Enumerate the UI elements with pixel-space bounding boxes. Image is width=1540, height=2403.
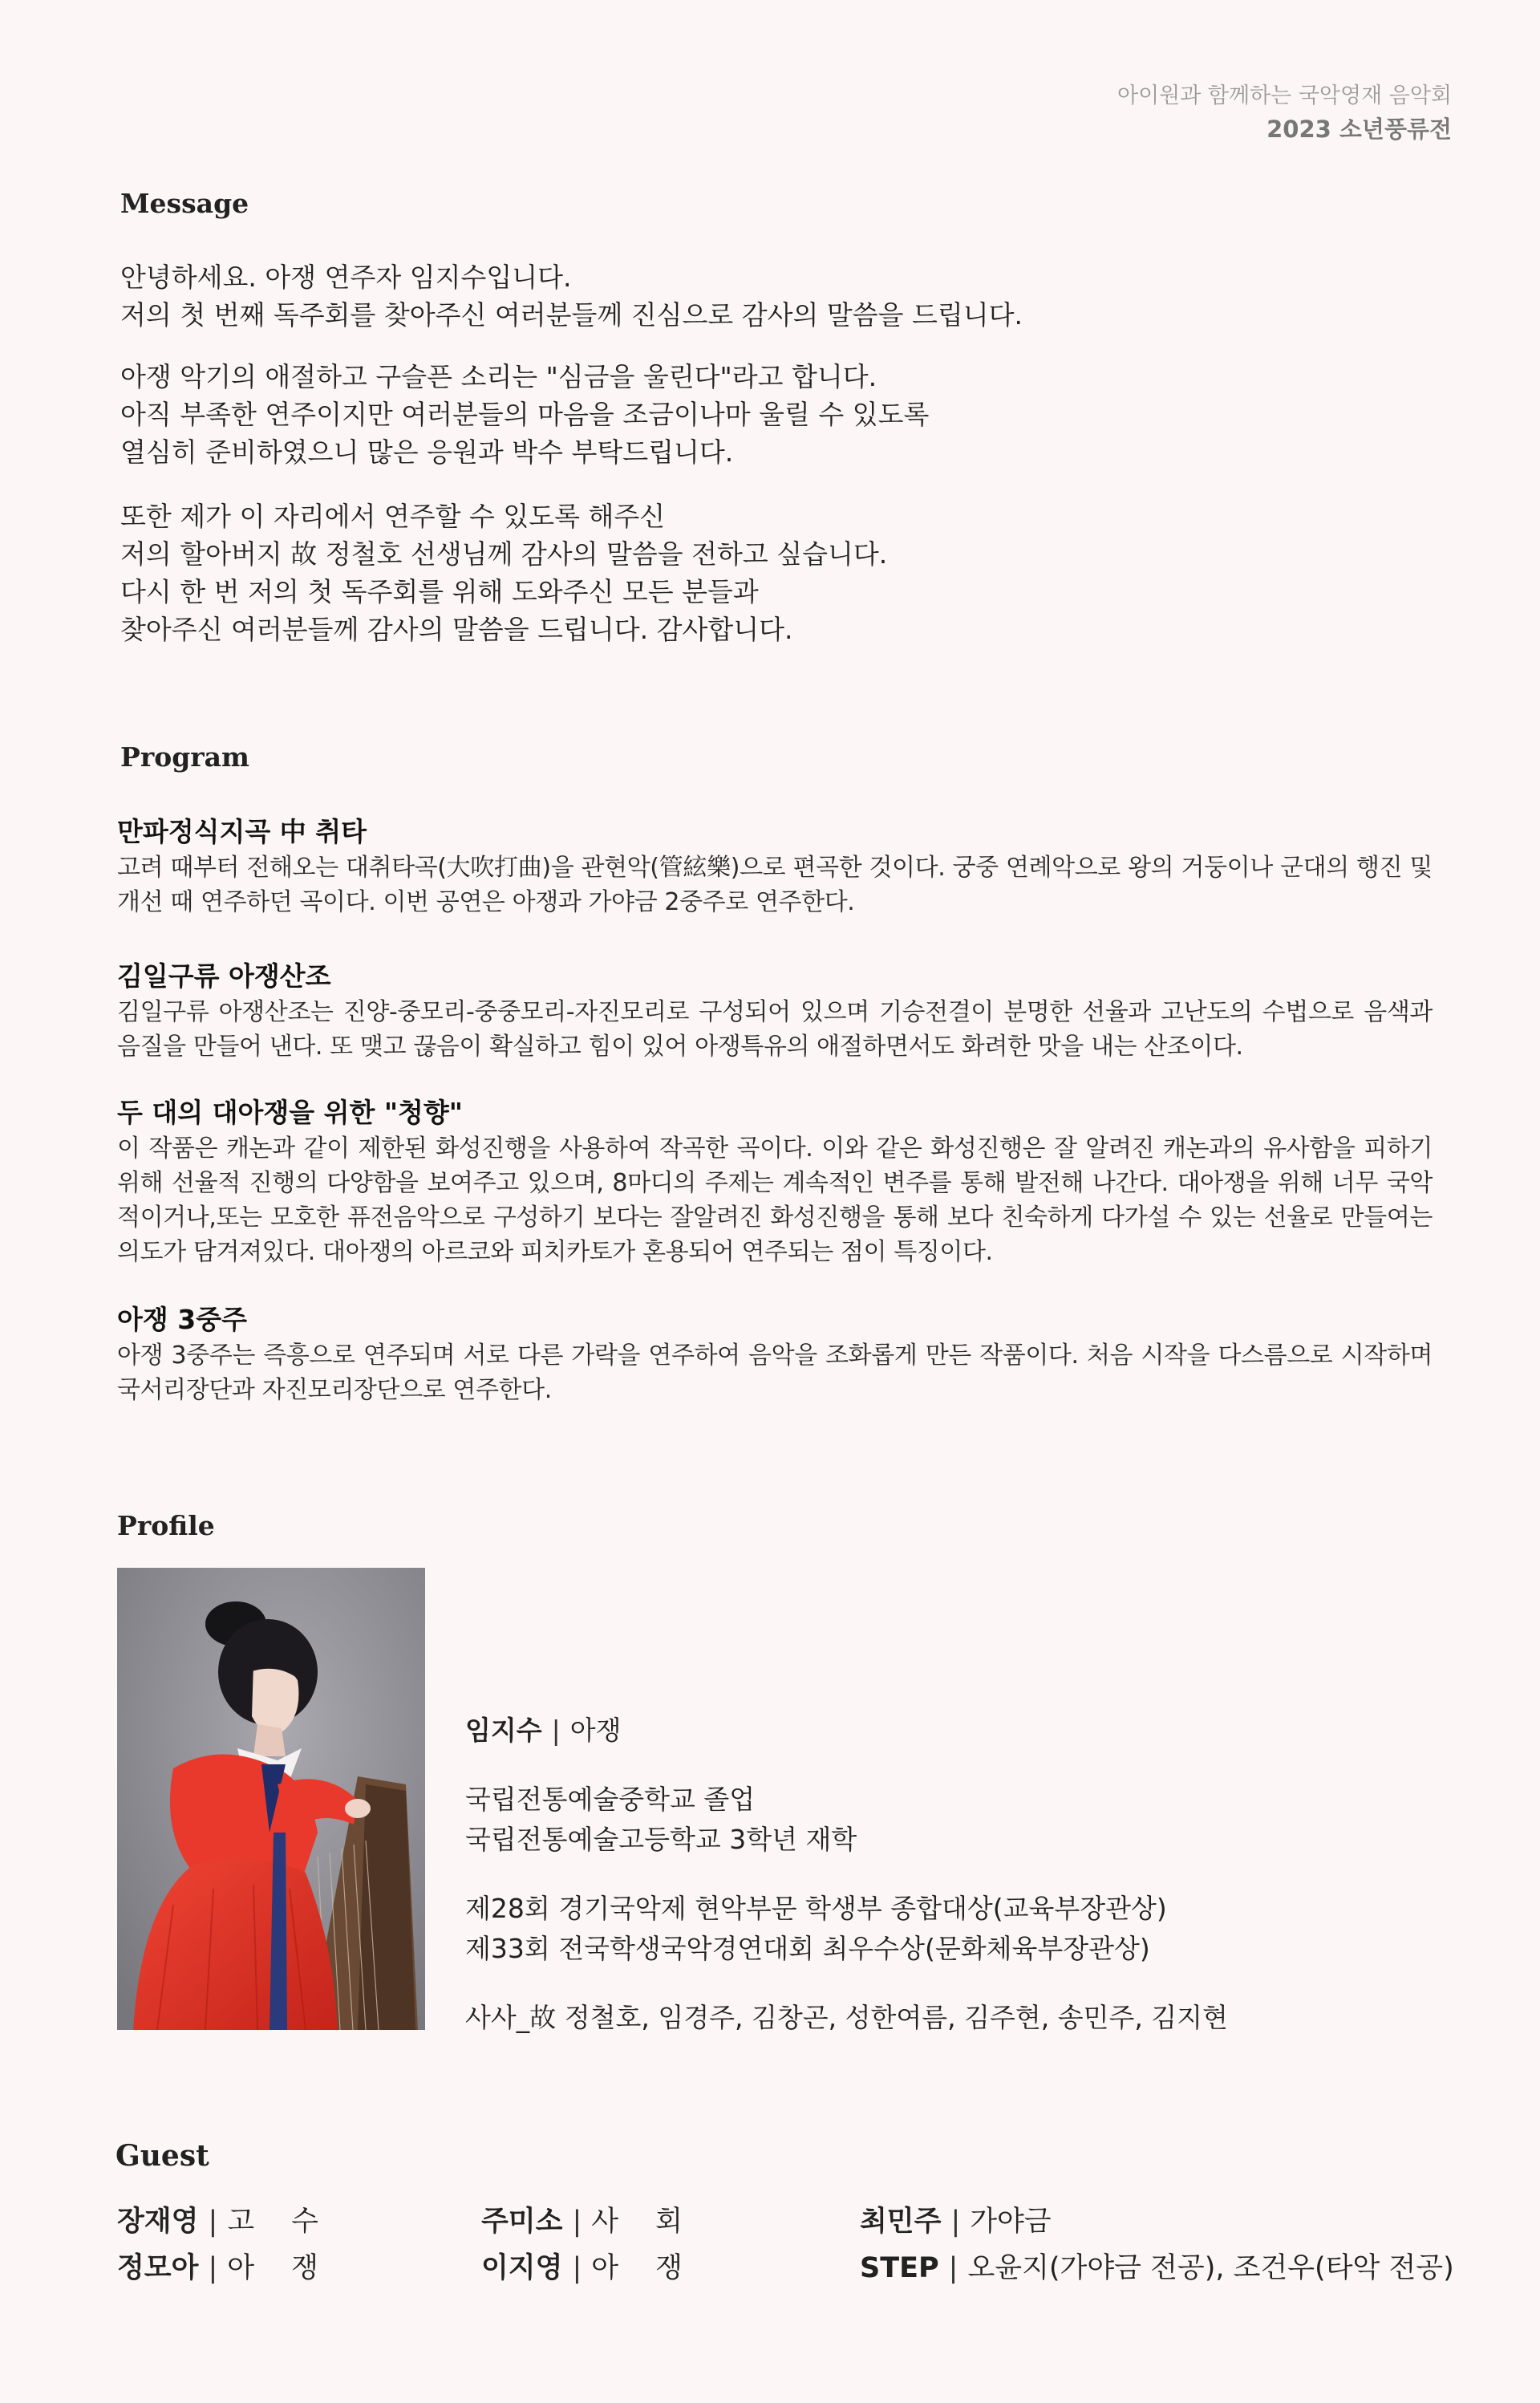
separator: |	[551, 1715, 561, 1746]
guest-name: 주미소	[481, 2206, 563, 2238]
guest-column-3	[860, 2198, 1454, 2291]
program-item-desc: 이 작품은 캐논과 같이 제한된 화성진행을 사용하여 작곡한 곡이다. 이와 같은 화성진행은 잘 알려진 캐논과의 유사함을 피하기 위해 선율적 진행의 다양함을 보여주고 있으며, 8마디의 주제는 계속적인 변주를 통해 발전해 나간다. 대아쟁을 위해 너무 국악적이거나,또는 모호한 퓨전음악으로 구성하기 보다는 잘알려진 화성진행을 통해 보다 친숙하게 다가설 수 있는 선율로 만들여는 의도가 담겨져있다. 대아쟁의 아르코와 피치카토가 혼용되어 연주되는 점이 특징이다.	[117, 1135, 1433, 1266]
guest-role: 아 쟁	[227, 2252, 318, 2284]
program-item-desc: 고려 때부터 전해오는 대취타곡(大吹打曲)을 관현악(管絃樂)으로 편곡한 것이다. 궁중 연례악으로 왕의 거둥이나 군대의 행진 및 개선 때 연주하던 곡이다. 이번 공연은 아쟁과 가야금 2중주로 연주한다.	[117, 854, 1433, 916]
performer-photo	[117, 1568, 425, 2030]
guest-name: 장재영	[117, 2206, 199, 2238]
message-paragraph-1	[120, 258, 1444, 334]
message-paragraph-2	[120, 358, 1444, 471]
guest-name: 이지영	[481, 2252, 563, 2284]
teachers-line: 사사_故 정철호, 임경주, 김창곤, 성한여름, 김주현, 송민주, 김지현	[465, 2002, 1228, 2033]
program-item-title: 만파정식지곡 中 취타	[117, 816, 367, 847]
award-line: 제33회 전국학생국악경연대회 최우수상(문화체육부장관상)	[465, 1933, 1150, 1964]
guest-column-1	[117, 2198, 318, 2291]
message-line: 또한 제가 이 자리에서 연주할 수 있도록 해주신	[120, 501, 666, 532]
separator: |	[572, 2206, 582, 2238]
profile-details	[465, 1711, 1228, 2038]
guest-name: STEP	[860, 2252, 939, 2284]
performer-name: 임지수	[465, 1715, 542, 1746]
guest-heading: Guest	[116, 2139, 209, 2173]
message-line: 저의 첫 번째 독주회를 찾아주신 여러분들께 진심으로 감사의 말씀을 드립니다.	[120, 299, 1023, 331]
program-item-title: 김일구류 아쟁산조	[117, 960, 331, 992]
concert-subtitle: 아이원과 함께하는 국악영재 음악회	[1117, 83, 1452, 108]
guest-role: 가야금	[970, 2206, 1052, 2238]
message-line: 아직 부족한 연주이지만 여러분들의 마음을 조금이나마 울릴 수 있도록	[120, 399, 930, 430]
program-item-desc: 아쟁 3중주는 즉흥으로 연주되며 서로 다른 가락을 연주하여 음악을 조화롭게 만든 작품이다. 처음 시작을 다스름으로 시작하며 국서리장단과 자진모리장단으로 연주한다.	[117, 1342, 1433, 1404]
message-line: 다시 한 번 저의 첫 독주회를 위해 도와주신 모든 분들과	[120, 576, 759, 607]
guest-role: 아 쟁	[591, 2252, 683, 2284]
program-item	[117, 958, 1433, 1064]
program-item	[117, 814, 1433, 919]
separator: |	[950, 2206, 961, 2238]
program-item-title: 두 대의 대아쟁을 위한 "청향"	[117, 1097, 463, 1128]
award-line: 제28회 경기국악제 현악부문 학생부 종합대상(교육부장관상)	[465, 1893, 1167, 1924]
program-item	[117, 1094, 1433, 1269]
concert-title: 2023 소년풍류전	[1266, 116, 1452, 143]
guest-column-2	[481, 2198, 683, 2291]
guest-role: 오윤지(가야금 전공), 조건우(타악 전공)	[967, 2252, 1454, 2284]
profile-name-row	[465, 1711, 1228, 1751]
guest-entry	[117, 2245, 318, 2291]
guest-role: 고 수	[227, 2206, 318, 2238]
message-line: 저의 할아버지 故 정철호 선생님께 감사의 말씀을 전하고 싶습니다.	[120, 538, 888, 570]
performer-instrument: 아쟁	[569, 1715, 622, 1746]
message-heading: Message	[120, 188, 249, 219]
program-item-desc: 김일구류 아쟁산조는 진양-중모리-중중모리-자진모리로 구성되어 있으며 기승전결이 분명한 선율과 고난도의 수법으로 음색과 음질을 만들어 낸다. 또 맺고 끊음이 확실하고 힘이 있어 아쟁특유의 애절하면서도 화려한 맛을 내는 산조이다.	[117, 998, 1433, 1061]
message-line: 찾아주신 여러분들께 감사의 말씀을 드립니다. 감사합니다.	[120, 614, 793, 645]
guest-entry	[860, 2245, 1454, 2291]
guest-entry	[481, 2198, 683, 2245]
separator: |	[208, 2252, 218, 2284]
guest-entry	[117, 2198, 318, 2245]
message-paragraph-3	[120, 497, 1444, 648]
program-item-title: 아쟁 3중주	[117, 1304, 247, 1335]
profile-heading: Profile	[117, 1510, 215, 1541]
separator: |	[948, 2252, 958, 2284]
guest-role: 사 회	[591, 2206, 683, 2238]
guest-name: 최민주	[860, 2206, 942, 2238]
guest-name: 정모아	[117, 2252, 199, 2284]
message-line: 열심히 준비하였으니 많은 응원과 박수 부탁드립니다.	[120, 436, 734, 468]
education-line: 국립전통예술중학교 졸업	[465, 1784, 756, 1815]
program-item	[117, 1301, 1433, 1407]
separator: |	[208, 2206, 218, 2238]
guest-entry	[481, 2245, 683, 2291]
page-header	[1117, 80, 1452, 146]
message-line: 아쟁 악기의 애절하고 구슬픈 소리는 "심금을 울린다"라고 합니다.	[120, 361, 877, 392]
program-heading: Program	[120, 741, 249, 773]
guest-entry	[860, 2198, 1454, 2245]
education-line: 국립전통예술고등학교 3학년 재학	[465, 1824, 857, 1855]
message-line: 안녕하세요. 아쟁 연주자 임지수입니다.	[120, 262, 572, 293]
separator: |	[572, 2252, 582, 2284]
